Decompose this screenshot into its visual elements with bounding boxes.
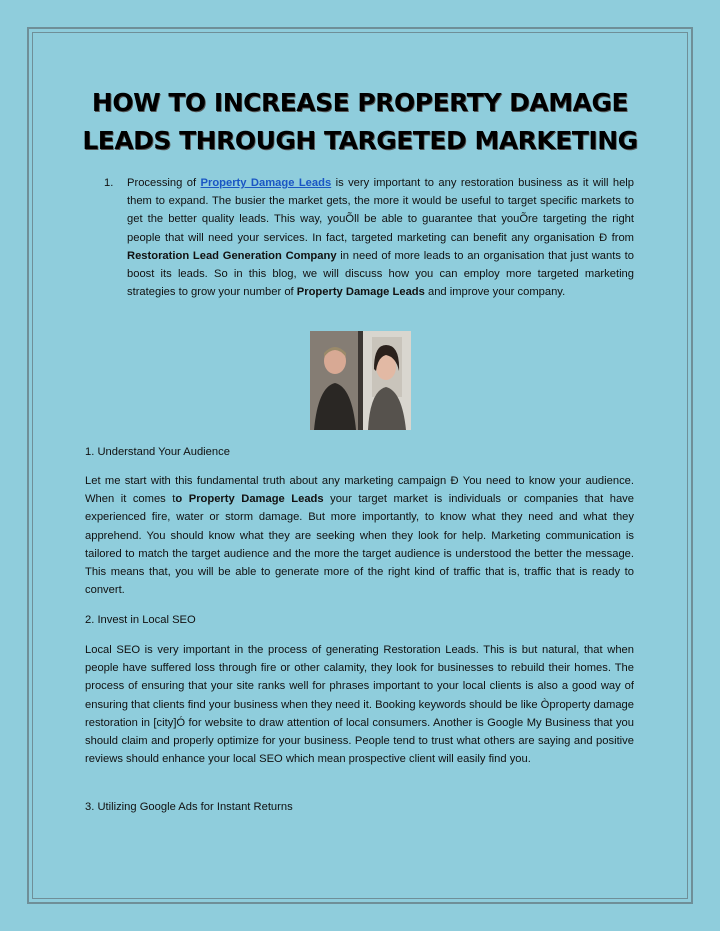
list-text-2: is very important to any restoration business as it will help them to expand. The busier the market gets, the more it would be useful to target specific markets to get the better quality leads. This way, youÕll be able to guarantee that youÕre targeting the right people that will need your services. In fact, targeted marketing can benefit any organisation Ð from — [127, 177, 635, 244]
list-text-3: in need of more leads to an organisation that just wants to boost its leads. So in this blog, we will discuss how you can employ more targeted marketing strategies to grow your number of — [127, 249, 635, 299]
video-call-photo — [310, 331, 411, 430]
title-line-2: LEADS THROUGH TARGETED MARKETING — [82, 126, 638, 155]
p1-text-c: your target market is individuals or companies that have experienced fire, water or storm damage. But more importantly, to know what they need and what they apprehend. You should know what they are seeking when they look for help. Marketing communication is tailored to match the target audience and the more the target audience is understood the better the message. This means that, you will be able to generate more of the right kind of traffic that is, traffic that is ready to convert. — [85, 493, 634, 597]
list-bold-2: Property Damage Leads — [296, 286, 425, 299]
paragraph-understand-audience — [85, 472, 634, 599]
heading-local-seo: 2. Invest in Local SEO — [85, 614, 196, 626]
p1-bold: o Property Damage Leads — [175, 493, 324, 506]
list-number: 1. — [104, 177, 114, 189]
property-damage-leads-link[interactable]: Property Damage Leads — [200, 177, 332, 189]
list-item-text — [127, 174, 634, 301]
heading-google-ads: 3. Utilizing Google Ads for Instant Returns — [85, 801, 293, 813]
numbered-list — [104, 174, 634, 301]
paragraph-local-seo: Local SEO is very important in the process of generating Restoration Leads. This is but natural, that when people have suffered loss through fire or other calamity, they look for businesses to rebuild their homes. The process of ensuring that your site ranks well for phrases important to your local clients is also a good way of ensuring that clients find your business when they need it. Booking keywords should be like Òproperty damage restoration in [city]Ó for website to draw attention of local consumers. Another is Google My Business that you should claim and properly optimize for your business. People tend to trust what others are saying and positive reviews should enhance your local SEO which mean prospective client will easily find you. — [85, 644, 634, 766]
people-photo-illustration — [310, 331, 411, 430]
page-title — [80, 84, 640, 160]
heading-understand-audience: 1. Understand Your Audience — [85, 446, 230, 458]
list-text-4: and improve your company. — [424, 286, 566, 299]
page-border-inner — [32, 32, 688, 899]
title-line-1: HOW TO INCREASE PROPERTY DAMAGE — [91, 88, 629, 117]
p1-text-a: Let me start with this fundamental truth about any marketing campaign Ð You need to know your audience. When it comes t — [85, 475, 634, 506]
list-text-1: Processing of — [127, 177, 201, 189]
list-bold-1: Restoration Lead Generation Company — [127, 249, 337, 262]
